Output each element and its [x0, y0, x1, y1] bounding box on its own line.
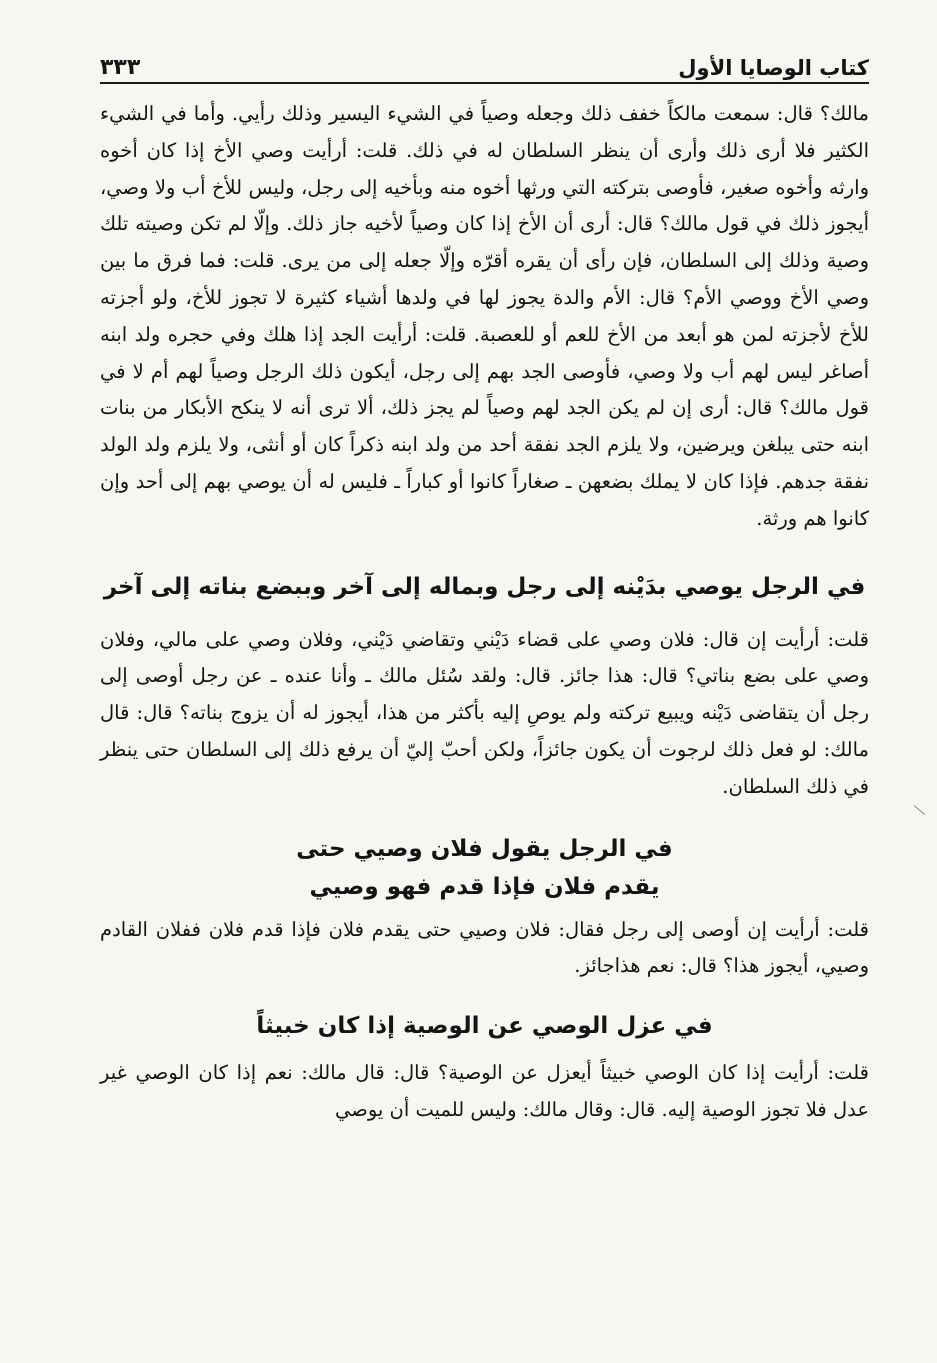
paragraph-1: مالك؟ قال: سمعت مالكاً خفف ذلك وجعله وصياً في الشيء اليسير وذلك رأيي. وأما في الشيء الكثير فلا أرى ذلك وأرى أن ينظر السلطان له في ذلك. قلت: أرأيت وصي الأخ إذا كان أخوه وارثه وأخوه صغير، فأوصى بتركته التي ورثها أخوه منه وبأخيه إلى رجل، وليس للأخ أب ولا وصي، أيجوز ذلك في قول مالك؟ قال: أرى أن الأخ إذا كان وصياً لأخيه جاز ذلك. وإلّا لم تكن وصيته تلك وصية وذلك إلى السلطان، فإن رأى أن يقره أقرّه وإلّا جعله إلى من يرى. قلت: فما فرق ما بين وصي الأخ ووصي الأم؟ قال: الأم والدة يجوز لها في ولدها أشياء كثيرة لا تجوز للأخ، ولو أجزته للأخ لأجزته لمن هو أبعد من الأخ للعم أو للعصبة. قلت: أرأيت الجد إذا هلك وفي حجره ولد ابنه أصاغر ليس لهم أب ولا وصي، فأوصى الجد بهم إلى رجل، أيكون ذلك الرجل وصياً لهم أم لا في قول مالك؟ قال: أرى إن لم يكن الجد لهم وصياً لم يجز ذلك، ألا ترى أنه لا ينكح الأبكار من بنات ابنه حتى يبلغن ويرضين، ولا يلزم الجد نفقة أحد من ولد ابنه ذكراً كان أو أنثى، ولا يلزم ولد الولد نفقة جدهم. فإذا كان لا يملك بضعهن ـ صغاراً كانوا أو كباراً ـ فليس له أن يوصي بهم إلى أحد وإن كانوا هم ورثة.: [100, 102, 869, 530]
section-heading-1: في الرجل يوصي بدَيْنه إلى رجل وبماله إلى آخر وببضع بناته إلى آخر: [103, 573, 866, 600]
paragraph-4: قلت: أرأيت إذا كان الوصي خبيثاً أيعزل عن الوصية؟ قال: قال مالك: نعم إذا كان الوصي غير عدل فلا تجوز الوصية إليه. قال: وقال مالك: وليس للميت أن يوصي: [100, 1061, 869, 1121]
section-heading-3: في عزل الوصي عن الوصية إذا كان خبيثاً: [256, 1013, 713, 1040]
running-header: [100, 40, 869, 84]
header-title: كتاب الوصايا الأول: [678, 56, 869, 80]
section-heading-2: [100, 830, 869, 906]
paragraph-2: قلت: أرأيت إن قال: فلان وصي على قضاء دَيْني وتقاضي دَيْني، وفلان وصي على مالي، وفلان وصي على بضع بناتي؟ قال: هذا جائز. قال: ولقد سُئل مالك ـ وأنا عنده ـ عن رجل أوصى إلى رجل أن يتقاضى دَيْنه ويبيع تركته ولم يوصِ إليه بأكثر من هذا، أيجوز له أن يزوج بناته؟ قال: قال مالك: لو فعل ذلك لرجوت أن يكون جائزاً، ولكن أحبّ إليّ أن يرفع ذلك إلى السلطان حتى ينظر في ذلك السلطان.: [100, 627, 869, 798]
section-heading-2-line-1: في الرجل يقول فلان وصيي حتى: [296, 835, 673, 862]
page-number: ٣٣٣: [100, 55, 141, 80]
margin-pen-mark: [905, 805, 925, 825]
section-heading-2-line-2: يقدم فلان فإذا قدم فهو وصيي: [309, 873, 660, 900]
page-body: [100, 96, 869, 1129]
paragraph-3: قلت: أرأيت إن أوصى إلى رجل فقال: فلان وصيي حتى يقدم فلان فإذا قدم فلان ففلان القادم وصيي، أيجوز هذا؟ قال: نعم هذاجائز.: [100, 917, 869, 978]
